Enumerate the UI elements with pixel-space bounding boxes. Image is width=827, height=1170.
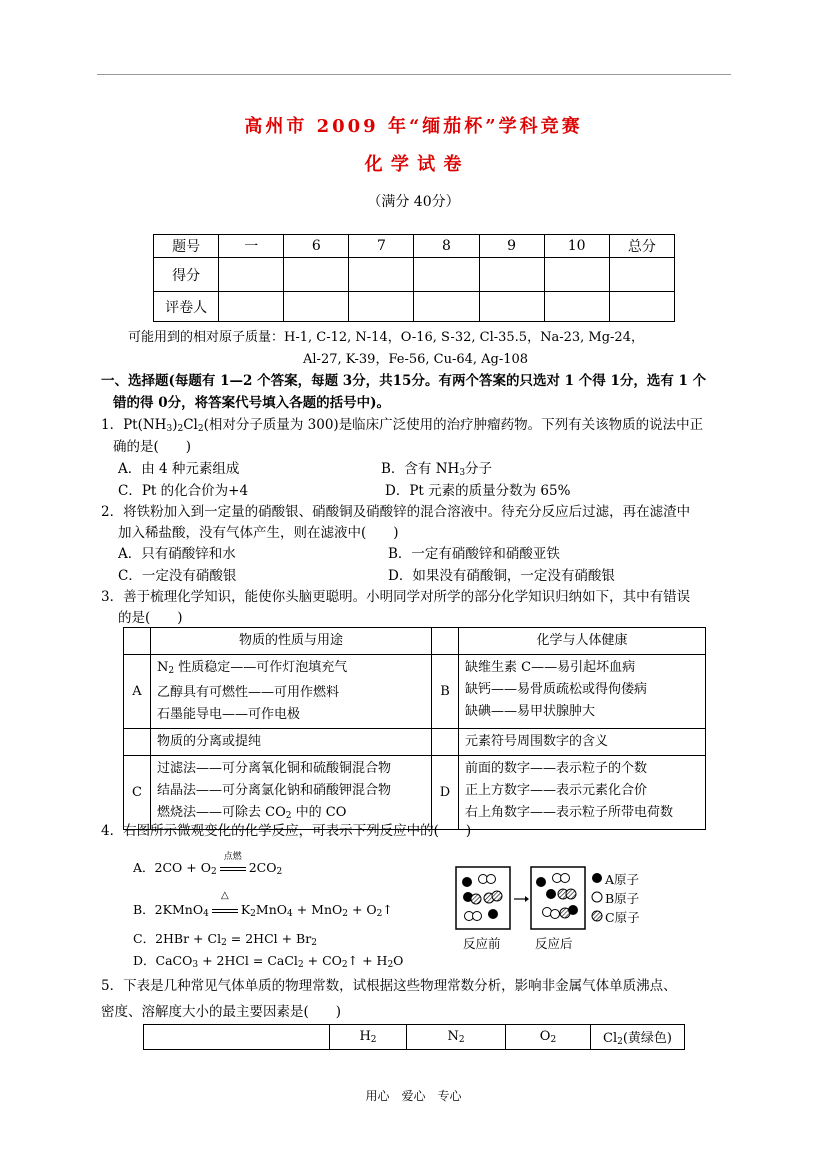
q3-header-right: 化学与人体健康 — [459, 628, 706, 655]
q3-label-d: D — [432, 756, 459, 830]
score-header-cell: 总分 — [609, 235, 674, 258]
legend-b-icon — [592, 892, 602, 902]
q3-table-header — [124, 628, 706, 655]
page-footer: 用心 爱心 专心 — [365, 1089, 462, 1103]
q3-table-row-ab — [124, 655, 706, 729]
score-row — [154, 258, 675, 292]
atomic-mass-line1: 可能用到的相对原子质量：H-1, C-12, N-14，O-16, S-32, Cl-35.5，Na-23, Mg-24， — [128, 330, 644, 345]
atom-b — [487, 875, 496, 884]
q5-table-header — [144, 1025, 685, 1050]
q3-stem: 3．善于梳理化学知识，能使你头脑更聪明。小明同学对所学的部分化学知识归纳如下，其中有错误 — [101, 589, 691, 605]
score-header-cell: 9 — [479, 235, 544, 258]
q1-option-d: D．Pt 元素的质量分数为 65% — [385, 483, 571, 499]
atom-c — [566, 889, 576, 899]
q3-label-a: A — [124, 655, 151, 729]
grader-cell[interactable] — [544, 292, 609, 322]
q3-table — [123, 627, 706, 830]
q4-option-d: D．CaCO$_3$ + 2HCl = CaCl$_2$ + $CO_2↑ + H_2O$ — [133, 953, 404, 970]
section1-instructions: 一、选择题(每题有 1—2 个答案，每题 3分，共15分。有两个答案的只选对 1 个得 1分，选有 1 个 — [101, 373, 707, 389]
q5-col-cl2: $Cl_2$(黄绿色) — [591, 1025, 685, 1050]
grader-cell[interactable] — [609, 292, 674, 322]
score-header-cell: 题号 — [154, 235, 219, 258]
grader-cell[interactable] — [479, 292, 544, 322]
q5-col-h2: $H_2$ — [330, 1025, 407, 1050]
q2-option-a: A．只有硝酸锌和水 — [118, 546, 236, 562]
score-header-row — [154, 235, 675, 258]
atom-c — [471, 894, 481, 904]
score-header-cell: 一 — [219, 235, 284, 258]
atom-c — [492, 891, 502, 901]
score-header-cell: 8 — [414, 235, 479, 258]
q5-stem-cont: 密度、溶解度大小的最主要因素是( ) — [101, 1004, 342, 1020]
legend-c-icon — [592, 911, 602, 921]
q5-table — [143, 1024, 685, 1050]
atom-a — [462, 877, 472, 887]
q4-option-a: A．$2CO + O_2$ 点燃 $2CO_2$ — [133, 852, 283, 877]
score-header-cell: 7 — [349, 235, 414, 258]
q3-label-c: C — [124, 756, 151, 830]
score-cell[interactable] — [479, 258, 544, 292]
section1-instructions-cont: 错的得 0分，将答案代号填入各题的括号中)。 — [113, 395, 390, 411]
q4-option-b: B．2KMnO$_4$ △ $K_2MnO_4 + MnO_2$ + $O_2↑$ — [133, 890, 393, 919]
atom-a — [568, 905, 578, 915]
legend-c-label: C原子 — [605, 910, 640, 925]
q2-option-d: D．如果没有硝酸铜，一定没有硝酸银 — [388, 568, 615, 584]
q3-cell-b: 缺维生素 C——易引起坏血病 缺钙——易骨质疏松或得佝偻病 缺碘——易甲状腺肿大 — [459, 655, 706, 729]
q2-stem: 2．将铁粉加入到一定量的硝酸银、硝酸铜及硝酸锌的混合溶液中。待充分反应后过滤，再在滤渣中 — [101, 504, 691, 520]
q3-table-header2 — [124, 729, 706, 756]
score-cell[interactable] — [544, 258, 609, 292]
full-score: （满分 40分） — [367, 194, 460, 210]
score-cell[interactable] — [219, 258, 284, 292]
page-title: 高州市 2009 年“缅茄杯”学科竞赛 — [244, 116, 583, 137]
q4-stem: 4．右图所示微观变化的化学反应，可表示下列反应中的( ) — [101, 823, 472, 839]
q2-option-b: B．一定有硝酸锌和硝酸亚铁 — [388, 546, 560, 562]
score-header-cell: 10 — [544, 235, 609, 258]
q3-label-b: B — [432, 655, 459, 729]
q2-stem-cont: 加入稀盐酸，没有气体产生，则在滤液中( ) — [118, 525, 399, 541]
q5-col-o2: $O_2$ — [506, 1025, 591, 1050]
atom-a — [536, 877, 546, 887]
reaction-diagram — [455, 866, 655, 960]
score-header-cell: 6 — [284, 235, 349, 258]
q3-header-right2: 元素符号周围数字的含义 — [459, 729, 706, 756]
legend-a-icon — [592, 873, 602, 883]
q3-stem-cont: 的是( ) — [118, 610, 183, 626]
q1-option-a: A．由 4 种元素组成 — [118, 461, 240, 477]
q4-option-c: C．$2HBr + Cl_2 = 2HCl + Br_2$ — [133, 931, 317, 948]
q5-stem: 5．下表是几种常见气体单质的物理常数，试根据这些物理常数分析，影响非金属气体单质沸点、 — [101, 978, 677, 994]
q3-cell-a: $N_2$ 性质稳定——可作灯泡填充气 乙醇具有可燃性——可用作燃料 石墨能导电——可作电极 — [151, 655, 432, 729]
score-row-label: 得分 — [154, 258, 219, 292]
q3-header-left2: 物质的分离或提纯 — [151, 729, 432, 756]
grader-cell[interactable] — [349, 292, 414, 322]
q1-option-c: C．Pt 的化合价为+4 — [118, 483, 249, 499]
q2-option-c: C．一定没有硝酸银 — [118, 568, 237, 584]
score-cell[interactable] — [349, 258, 414, 292]
atomic-mass-line2: Al-27, K-39，Fe-56, Cu-64, Ag-108 — [303, 352, 529, 367]
grader-row — [154, 292, 675, 322]
grader-cell[interactable] — [219, 292, 284, 322]
atom-b — [473, 912, 482, 921]
before-label: 反应前 — [463, 936, 501, 951]
atom-b — [561, 874, 570, 883]
grader-cell[interactable] — [284, 292, 349, 322]
q3-cell-d: 前面的数字——表示粒子的个数 正上方数字——表示元素化合价 右上角数字——表示粒子所带电荷数 — [459, 756, 706, 830]
q1-stem: 1．$Pt(NH_3)_2Cl_2$(相对分子质量为 300)是临床广泛使用的治疗肿瘤药物。下列有关该物质的说法中正 — [101, 417, 704, 434]
q1-option-b: B．含有 $NH_3$分子 — [381, 461, 493, 478]
q3-header-left: 物质的性质与用途 — [151, 628, 432, 655]
score-table — [153, 234, 675, 322]
score-cell[interactable] — [414, 258, 479, 292]
legend-b-label: B原子 — [605, 891, 640, 906]
q5-col-n2: $N_2$ — [407, 1025, 506, 1050]
atom-a — [546, 889, 556, 899]
q3-cell-c: 过滤法——可分离氧化铜和硫酸铜混合物 结晶法——可分离氯化钠和硝酸钾混合物 燃烧法——可除去 $CO_2$ 中的 CO — [151, 756, 432, 830]
grader-row-label: 评卷人 — [154, 292, 219, 322]
legend-a-label: A原子 — [605, 872, 640, 887]
score-cell[interactable] — [609, 258, 674, 292]
page-subtitle: 化 学 试 卷 — [364, 154, 463, 175]
atom-a — [488, 909, 498, 919]
atom-b — [551, 910, 560, 919]
q1-stem-cont: 确的是( ) — [113, 439, 192, 455]
score-cell[interactable] — [284, 258, 349, 292]
top-rule — [97, 74, 731, 75]
grader-cell[interactable] — [414, 292, 479, 322]
after-label: 反应后 — [535, 936, 573, 951]
